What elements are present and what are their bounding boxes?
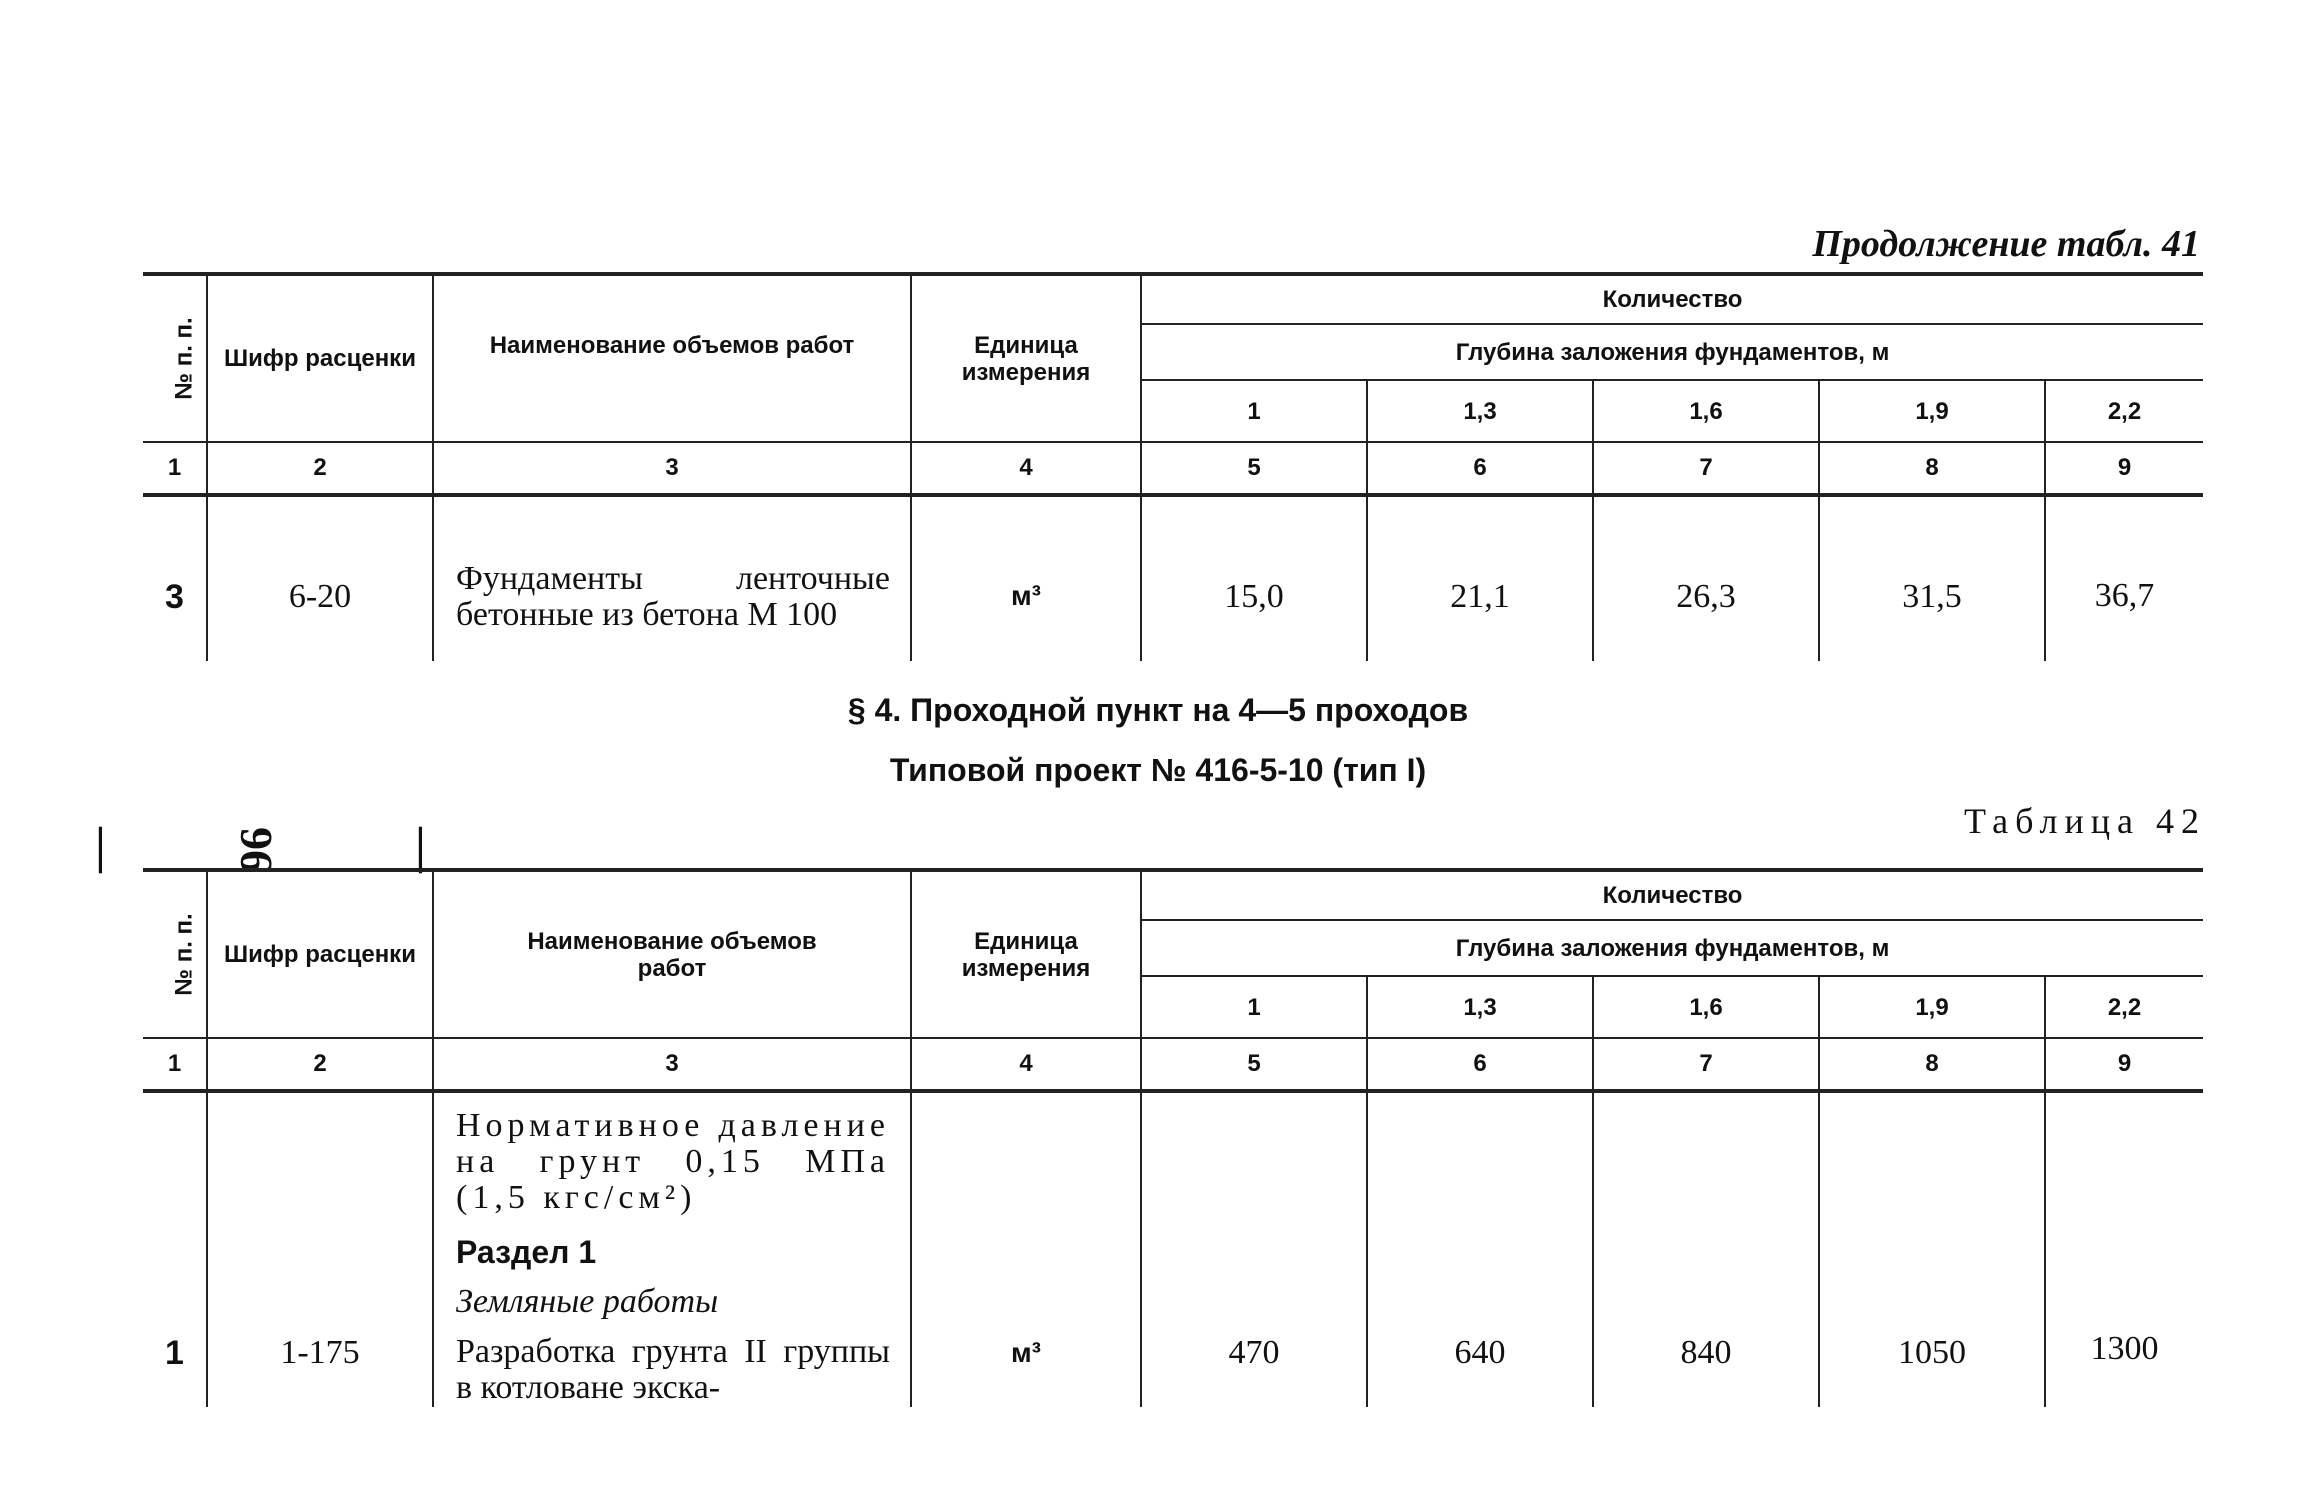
row-value: 26,3 [1593, 495, 1819, 661]
header-depth: Глубина заложения фундаментов, м [1141, 920, 2203, 976]
page-number: — 96 — [70, 827, 441, 873]
col-number: 4 [911, 442, 1141, 495]
table-41-caption: Продолжение табл. 41 [1812, 223, 2200, 265]
col-number: 5 [1141, 1038, 1367, 1091]
header-depth-1: 1 [1141, 380, 1367, 442]
col-number: 8 [1819, 442, 2045, 495]
header-depth-5: 2,2 [2045, 380, 2203, 442]
header-num: № п. п. [143, 274, 207, 442]
row-name-cell [433, 1091, 911, 1407]
col-number: 1 [143, 442, 207, 495]
col-number: 4 [911, 1038, 1141, 1091]
table-row [143, 495, 2203, 661]
section-subtitle: Типовой проект № 416-5-10 (тип I) [889, 752, 1427, 788]
col-number: 7 [1593, 1038, 1819, 1091]
header-num: № п. п. [143, 870, 207, 1038]
table-42 [143, 868, 2203, 1407]
col-number: 6 [1367, 1038, 1593, 1091]
header-depth-3: 1,6 [1593, 976, 1819, 1038]
col-number: 9 [2045, 1038, 2203, 1091]
row-code: 6-20 [207, 495, 433, 661]
header-quantity: Количество [1141, 870, 2203, 920]
section-label: Раздел 1 [456, 1234, 597, 1270]
header-code: Шифр расценки [207, 870, 433, 1038]
table-row [143, 1091, 2203, 1407]
section-title: § 4. Проходной пункт на 4—5 проходов [847, 692, 1469, 728]
col-number: 3 [433, 442, 911, 495]
subsection-label: Земляные работы [456, 1283, 719, 1320]
header-depth-4: 1,9 [1819, 976, 2045, 1038]
row-unit: м³ [911, 495, 1141, 661]
col-number: 1 [143, 1038, 207, 1091]
row-unit: м³ [911, 1091, 1141, 1407]
table-42-caption: Таблица 42 [1964, 801, 2206, 841]
header-name: Наименование объемов работ [433, 870, 911, 1038]
header-depth-3: 1,6 [1593, 380, 1819, 442]
header-depth-2: 1,3 [1367, 380, 1593, 442]
header-unit: Единица измерения [911, 274, 1141, 442]
header-code: Шифр расценки [207, 274, 433, 442]
row-value: 1300 [2090, 1330, 2159, 1367]
column-number-row [143, 442, 2203, 495]
header-depth: Глубина заложения фундаментов, м [1141, 324, 2203, 380]
row-name: Фундаменты ленточные бетонные из бетона М 100 [433, 495, 911, 661]
header-depth-1: 1 [1141, 976, 1367, 1038]
col-number: 2 [207, 1038, 433, 1091]
header-unit: Единица измерения [911, 870, 1141, 1038]
row-value: 36,7 [2094, 577, 2155, 614]
row-value: 31,5 [1819, 495, 2045, 661]
col-number: 8 [1819, 1038, 2045, 1091]
row-value: 470 [1141, 1091, 1367, 1407]
col-number: 7 [1593, 442, 1819, 495]
col-number: 9 [2045, 442, 2203, 495]
row-num: 1 [143, 1091, 207, 1407]
row-name: Разработка грунта II группы в котловане экска- [456, 1333, 890, 1406]
row-value: 21,1 [1367, 495, 1593, 661]
row-code: 1-175 [207, 1091, 433, 1407]
group-heading: Нормативное давление на грунт 0,15 МПа (1,5 кгс/см²) [456, 1107, 890, 1216]
col-number: 5 [1141, 442, 1367, 495]
header-name: Наименование объемов работ [433, 274, 911, 442]
row-value: 840 [1593, 1091, 1819, 1407]
row-num: 3 [143, 495, 207, 661]
table-41 [143, 272, 2203, 661]
col-number: 6 [1367, 442, 1593, 495]
row-value: 640 [1367, 1091, 1593, 1407]
header-depth-2: 1,3 [1367, 976, 1593, 1038]
col-number: 3 [433, 1038, 911, 1091]
col-number: 2 [207, 442, 433, 495]
row-value: 1050 [1819, 1091, 2045, 1407]
row-value: 15,0 [1141, 495, 1367, 661]
header-quantity: Количество [1141, 274, 2203, 324]
header-depth-4: 1,9 [1819, 380, 2045, 442]
column-number-row [143, 1038, 2203, 1091]
header-depth-5: 2,2 [2045, 976, 2203, 1038]
